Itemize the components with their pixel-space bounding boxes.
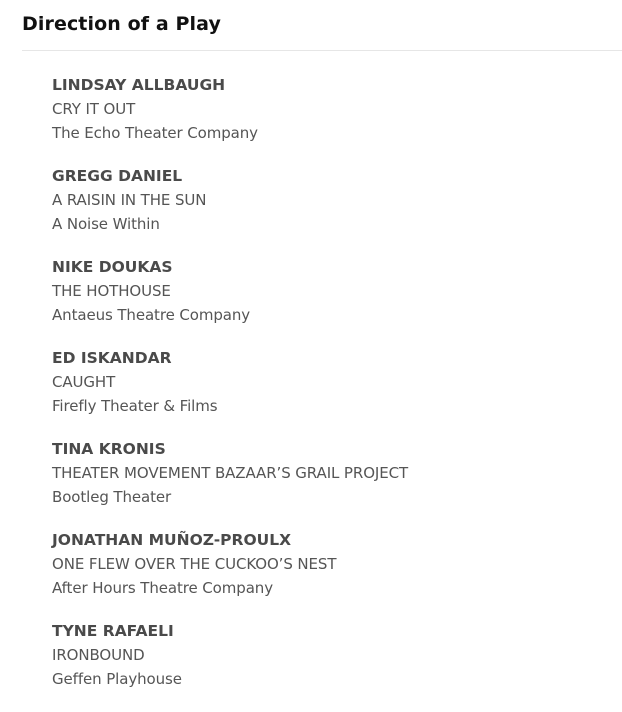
- nominee-name: GREGG DANIEL: [52, 167, 183, 185]
- nominee-name: TINA KRONIS: [52, 440, 166, 458]
- nominee-name: NIKE DOUKAS: [52, 258, 173, 276]
- theater-company: The Echo Theater Company: [52, 124, 258, 142]
- production-title: ONE FLEW OVER THE CUCKOO’S NEST: [52, 555, 337, 573]
- theater-company: A Noise Within: [52, 215, 160, 233]
- production-title: THEATER MOVEMENT BAZAAR’S GRAIL PROJECT: [52, 464, 409, 482]
- production-title: IRONBOUND: [52, 646, 145, 664]
- nominee-entry: [52, 164, 612, 255]
- nominee-entry: [52, 528, 612, 619]
- nominee-name: LINDSAY ALLBAUGH: [52, 76, 226, 94]
- production-title: THE HOTHOUSE: [52, 282, 171, 300]
- nominee-name: TYNE RAFAELI: [52, 622, 174, 640]
- theater-company: Firefly Theater & Films: [52, 397, 218, 415]
- nominee-entry: [52, 437, 612, 528]
- production-title: A RAISIN IN THE SUN: [52, 191, 207, 209]
- theater-company: Geffen Playhouse: [52, 670, 182, 688]
- nominee-entry: [52, 255, 612, 346]
- nominee-entry: [52, 346, 612, 437]
- nominee-entry: [52, 619, 612, 710]
- nominee-name: JONATHAN MUÑOZ-PROULX: [52, 531, 292, 549]
- nominee-list: [52, 73, 612, 710]
- title-divider: [22, 50, 622, 51]
- production-title: CRY IT OUT: [52, 100, 136, 118]
- nominee-entry: [52, 73, 612, 164]
- theater-company: Bootleg Theater: [52, 488, 172, 506]
- nominee-name: ED ISKANDAR: [52, 349, 172, 367]
- theater-company: Antaeus Theatre Company: [52, 306, 251, 324]
- production-title: CAUGHT: [52, 373, 116, 391]
- category-title: Direction of a Play: [22, 13, 221, 35]
- theater-company: After Hours Theatre Company: [52, 579, 273, 597]
